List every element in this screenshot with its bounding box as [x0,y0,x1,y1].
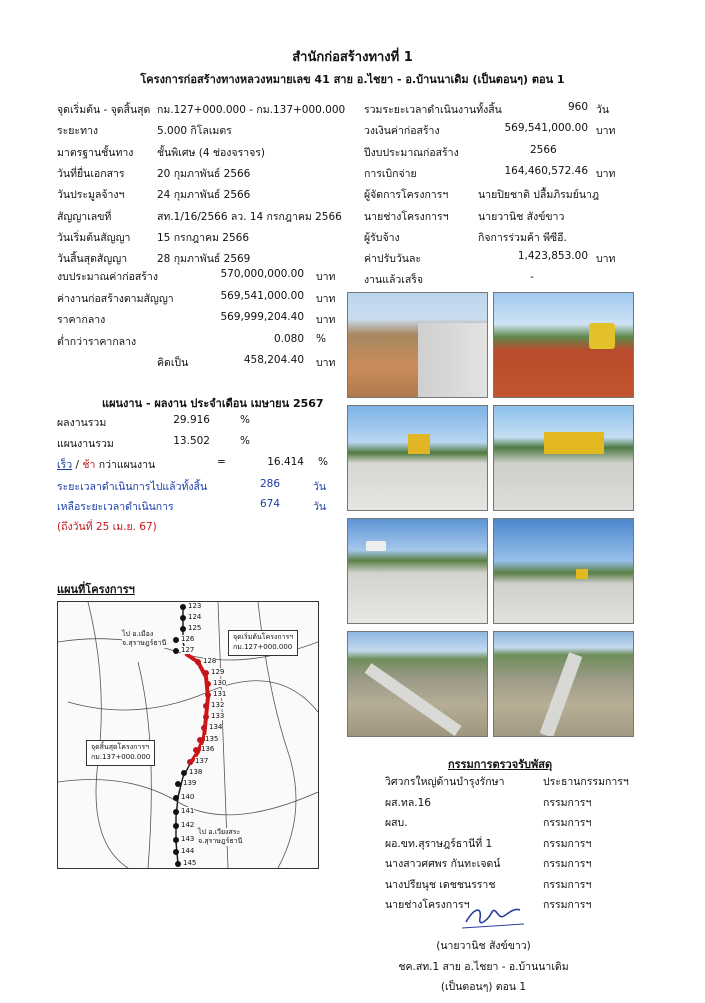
km-label: 124 [188,613,202,621]
budget-label: ค่างานก่อสร้างตามสัญญา [57,292,174,305]
km-label: 134 [209,723,223,731]
info-unit: วัน [596,104,610,116]
diff-value: 16.414 [267,456,304,468]
to-south-line1: ไป อ.เวียงสระ [198,828,241,836]
km-marker [197,737,203,743]
equals-sign: = [217,456,226,468]
progress-label: แผนงานรวม [57,438,114,450]
map-end-label [86,740,155,766]
budget-value: 569,541,000.00 [220,289,304,302]
elapsed-unit: วัน [313,481,327,493]
km-label: 137 [195,757,209,765]
info-label: นายช่างโครงการฯ [364,210,449,223]
diff-unit: % [318,456,328,468]
budget-value: 0.080 [273,332,304,345]
info-label: มาตรฐานชั้นทาง [57,146,134,159]
info-value: 2566 [530,143,557,156]
km-label: 133 [211,712,225,720]
committee-member-role: ประธานกรรมการฯ [543,776,629,788]
site-photo [493,631,634,737]
info-value: - [530,271,534,284]
committee-member-role: กรรมการฯ [543,858,592,870]
km-marker [203,714,209,720]
info-label: จุดเริ่มต้น - จุดสิ้นสุด [57,104,151,116]
committee-member-name: ผอ.ขท.สุราษฎร์ธานีที่ 1 [385,837,493,850]
budget-unit: บาท [316,271,336,283]
site-photo [493,518,634,624]
info-label: ระยะทาง [57,125,99,138]
site-photo [347,631,488,737]
progress-label: ผลงานรวม [57,417,107,429]
km-label: 126 [181,635,195,643]
info-value: 20 กุมภาพันธ์ 2566 [157,167,251,180]
km-label: 136 [201,745,215,753]
info-label: ค่าปรับวันละ [364,253,422,266]
to-south-label [198,828,242,846]
km-marker [201,725,207,731]
km-marker [180,626,186,632]
km-marker [205,681,211,687]
committee-member-role: กรรมการฯ [543,817,592,829]
budget-label: ราคากลาง [57,314,106,326]
project-title: โครงการก่อสร้างทางหลวงหมายเลข 41 สาย อ.ไชยา - อ.บ้านนาเดิม (เป็นตอนๆ) ตอน 1 [140,73,565,86]
info-value: กม.127+000.000 - กม.137+000.000 [157,104,346,116]
info-value: 569,541,000.00 [504,122,588,135]
budget-label: งบประมาณค่าก่อสร้าง [57,271,158,283]
committee-member-name: วิศวกรใหญ่ด้านบำรุงรักษา [385,776,505,788]
km-label: 142 [181,821,195,829]
budget-value: 458,204.40 [243,354,304,366]
committee-member-role: กรรมการฯ [543,837,592,850]
signer-position-1: ชค.สท.1 สาย อ.ไชยา - อ.บ้านนาเดิม [398,961,569,973]
budget-value: 570,000,000.00 [220,268,304,280]
info-label: ปีงบประมาณก่อสร้าง [364,146,459,159]
signer-position-2: (เป็นตอนๆ) ตอน 1 [440,981,527,993]
progress-compare-row [57,456,155,473]
end-label-line2: กม.137+000.000 [91,752,151,761]
info-value: นายวานิช สังข์ขาว [478,210,565,223]
info-value: นายปิยชาติ ปลื้มภิรมย์นาฎ [478,189,600,202]
committee-title: กรรมการตรวจรับพัสดุ [448,758,553,771]
km-label: 140 [181,793,195,801]
budget-value: 569,999,204.40 [220,311,304,323]
fast-label: เร็ว [57,459,73,471]
elapsed-value: 286 [259,478,280,490]
project-map [57,601,319,869]
budget-unit: % [316,332,326,345]
km-label: 123 [188,602,202,610]
km-label: 139 [183,779,197,787]
budget-label: ต่ำกว่าราคากลาง [57,335,137,348]
committee-member-name: นางสาวศศพร กันทะเจดน์ [385,858,501,870]
km-marker [173,795,179,801]
progress-unit: % [240,414,250,426]
info-value: 24 กุมภาพันธ์ 2566 [157,189,251,202]
km-marker [187,759,193,765]
km-marker [205,692,211,698]
info-unit: บาท [596,167,616,180]
end-label-line1: จุดสิ้นสุดโครงการฯ [91,743,150,751]
info-value: 1,423,853.00 [517,250,588,263]
km-label: 131 [213,690,227,698]
info-value: กิจการร่วมค้า พีซีอี. [478,231,567,244]
budget-unit: บาท [316,314,336,326]
committee-member-name: นางปรียนุช เดชชนรราช [385,878,496,891]
committee-member-role: กรรมการฯ [543,899,592,911]
info-value: 5.000 กิโลเมตร [157,125,232,138]
km-marker [195,659,201,665]
compare-rest: กว่าแผนงาน [98,459,156,471]
km-marker [173,837,179,843]
km-label: 138 [189,768,203,776]
remaining-label: เหลือระยะเวลาดำเนินการ [57,501,174,513]
km-marker [173,637,179,643]
committee-member-name: ผส.ทล.16 [385,796,431,809]
km-marker [180,615,186,621]
budget-unit: บาท [316,292,336,305]
km-marker [175,861,181,867]
info-unit: บาท [596,125,616,138]
signer-name: (นายวานิช สังข์ขาว) [436,940,531,952]
signature [458,898,528,934]
info-value: 15 กรกฎาคม 2566 [157,231,250,244]
info-label: สัญญาเลขที่ [57,210,112,223]
slow-label: ช้า [82,459,96,471]
site-photo [347,292,488,398]
to-north-label [122,630,166,648]
remaining-value: 674 [259,498,280,510]
progress-title: แผนงาน - ผลงาน ประจำเดือน เมษายน 2567 [102,397,324,410]
info-label: วันสิ้นสุดสัญญา [57,253,128,266]
progress-value: 13.502 [173,435,210,447]
remaining-unit: วัน [313,501,327,513]
km-label: 129 [211,668,225,676]
slash: / [75,459,80,471]
info-label: ผู้จัดการโครงการฯ [364,189,449,202]
info-label: วันประมูลจ้างฯ [57,189,125,202]
site-photo [347,518,488,624]
info-label: รวมระยะเวลาดำเนินงานทั้งสิ้น [364,104,502,116]
km-marker [181,770,187,776]
km-label: 132 [211,701,225,709]
committee-member-name: ผสบ. [385,817,408,829]
km-marker [203,703,209,709]
info-label: วันที่ยื่นเอกสาร [57,167,125,180]
km-marker [193,747,199,753]
start-label-line2: กม.127+000.000 [233,642,293,651]
info-label: การเบิกจ่าย [364,167,417,180]
km-marker [180,604,186,610]
km-marker [173,849,179,855]
km-label: 145 [183,859,197,867]
km-label: 144 [181,847,195,855]
km-label: 130 [213,679,227,687]
to-north-line2: จ.สุราษฎร์ธานี [122,639,167,648]
info-value: สท.1/16/2566 ลว. 14 กรกฎาคม 2566 [157,210,342,223]
budget-label: คิดเป็น [157,357,189,369]
start-label-line1: จุดเริ่มต้นโครงการฯ [233,633,294,641]
km-label: 141 [181,807,195,815]
map-title: แผนที่โครงการฯ [57,583,135,596]
site-photo [493,292,634,398]
km-label: 135 [205,735,219,743]
info-value: ชั้นพิเศษ (4 ช่องจราจร) [157,146,265,159]
info-unit: บาท [596,253,616,266]
map-start-label [228,630,298,656]
site-photo [493,405,634,511]
km-label: 143 [181,835,195,843]
km-marker [175,781,181,787]
km-label: 127 [181,646,195,654]
to-north-line1: ไป อ.เมือง [122,630,154,638]
elapsed-label: ระยะเวลาดำเนินการไปแล้วทั้งสิ้น [57,481,208,493]
committee-member-name: นายช่างโครงการฯ [385,899,470,911]
info-label: งานแล้วเสร็จ [364,274,424,287]
info-value: 28 กุมภาพันธ์ 2569 [157,253,251,266]
info-label: ผู้รับจ้าง [364,231,400,244]
info-value: 960 [567,101,588,113]
budget-unit: บาท [316,357,336,369]
progress-value: 29.916 [173,414,210,426]
km-label: 128 [203,657,217,665]
km-marker [173,809,179,815]
progress-unit: % [240,435,250,447]
km-marker [173,648,179,654]
km-label: 125 [188,624,202,632]
info-value: 164,460,572.46 [504,164,588,177]
km-marker [203,670,209,676]
committee-member-role: กรรมการฯ [543,796,592,809]
to-south-line2: จ.สุราษฎร์ธานี [198,837,243,846]
committee-member-role: กรรมการฯ [543,878,592,891]
office-title: สำนักก่อสร้างทางที่ 1 [292,50,413,65]
site-photo [347,405,488,511]
info-label: วันเริ่มต้นสัญญา [57,231,131,244]
as-of-date: (ถึงวันที่ 25 เม.ย. 67) [57,521,157,533]
km-marker [173,823,179,829]
info-label: วงเงินค่าก่อสร้าง [364,125,440,138]
